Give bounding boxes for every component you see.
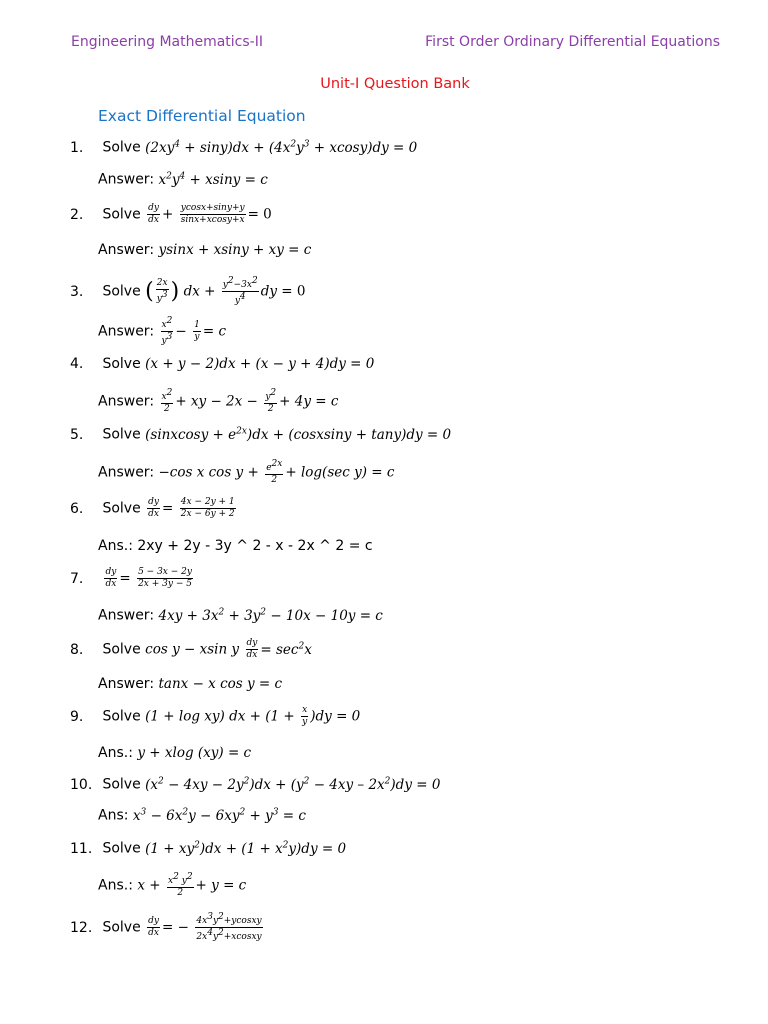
answer-5: Answer: −cos x cos y + $\frac{e^{2x}}{2}$ + log(sec y) = c	[98, 459, 395, 485]
question-7: 7. $\frac{dy}{dx}$ = $\frac{5 - 3x - 2y}{2x + 3y - 5}$	[70, 567, 192, 589]
answer-8: Answer: tanx − x cos y = c	[98, 676, 283, 692]
answer-1: Answer: $x^2y^4 + xsiny = c$	[98, 171, 268, 188]
answer-10: Ans: $x^3 - 6x^2y - 6xy^2 + y^3 = c$	[98, 807, 306, 824]
question-2: 2. Solve $\frac{dy}{dx}$ + $\frac{ycosx+\sin y+y}{\sin x+xcosy+x}$ = 0	[70, 203, 272, 225]
header-left: Engineering Mathematics-II	[71, 34, 263, 50]
answer-9: Ans.: y + xlog (xy) = c	[98, 745, 252, 761]
header-right: First Order Ordinary Differential Equations	[425, 34, 720, 50]
section-heading: Exact Differential Equation	[98, 107, 306, 125]
page-header	[71, 34, 720, 54]
question-1-equation: $(2xy^4 + \sin y)dx + (4x^2y^3 + xcosy)dy = 0$	[145, 139, 418, 156]
question-1: 1. Solve $(2xy^4 + \sin y)dx + (4x^2y^3 + xcosy)dy = 0$	[70, 139, 418, 156]
question-9: 9. Solve (1 + log xy) dx + (1 + $\frac{x}{y}$ )dy = 0	[70, 705, 361, 727]
answer-3: Answer: $\frac{x^2}{y^3}$ − $\frac{1}{y}$ = c	[98, 316, 226, 346]
question-4: 4. Solve (x + y − 2)dx + (x − y + 4)dy = 0	[70, 356, 375, 372]
question-8: 8. Solve cos y − xsin y $\frac{dy}{dx}$ = $\sec^2x$	[70, 638, 312, 660]
answer-11: Ans.: x + $\frac{x^2 y^2}{2}$ + y = c	[98, 872, 247, 898]
page-title: Unit-I Question Bank	[320, 76, 470, 92]
question-5: 5. Solve (sinxcosy + $e^{2x})dx$ + (cosxsiny + tany)dy = 0	[70, 426, 452, 443]
answer-2: Answer: ysinx + xsiny + xy = c	[98, 242, 312, 258]
answer-4: Answer: $\frac{x^2}{2}$ + xy − 2x − $\frac{y^2}{2}$ + 4y = c	[98, 388, 339, 414]
answer-7: Answer: $4xy + 3x^2 + 3y^2 - 10x - 10y = c$	[98, 607, 383, 624]
question-10: 10. Solve $(x^2 - 4xy - 2y^2)dx + (y^2 - 4xy - 2x^2)dy = 0$	[70, 776, 441, 793]
question-12: 12. Solve $\frac{dy}{dx}$ = − $\frac{4x^3y^2+ycosxy}{2x^4y^2+xcosxy}$	[70, 912, 262, 942]
question-6: 6. Solve $\frac{dy}{dx}$ = $\frac{4x - 2y + 1}{2x - 6y + 2}$	[70, 497, 235, 519]
answer-6: Ans.: 2xy + 2y - 3y ^ 2 - x - 2x ^ 2 = c	[98, 538, 373, 554]
question-11: 11. Solve $(1 + xy^2)dx + (1 + x^2y)dy = 0$	[70, 840, 347, 857]
question-3: 3. Solve ( $\frac{2x}{y^3}$ ) dx + $\frac{y^2-3x^2}{y^4}$ dy = 0	[70, 276, 306, 306]
